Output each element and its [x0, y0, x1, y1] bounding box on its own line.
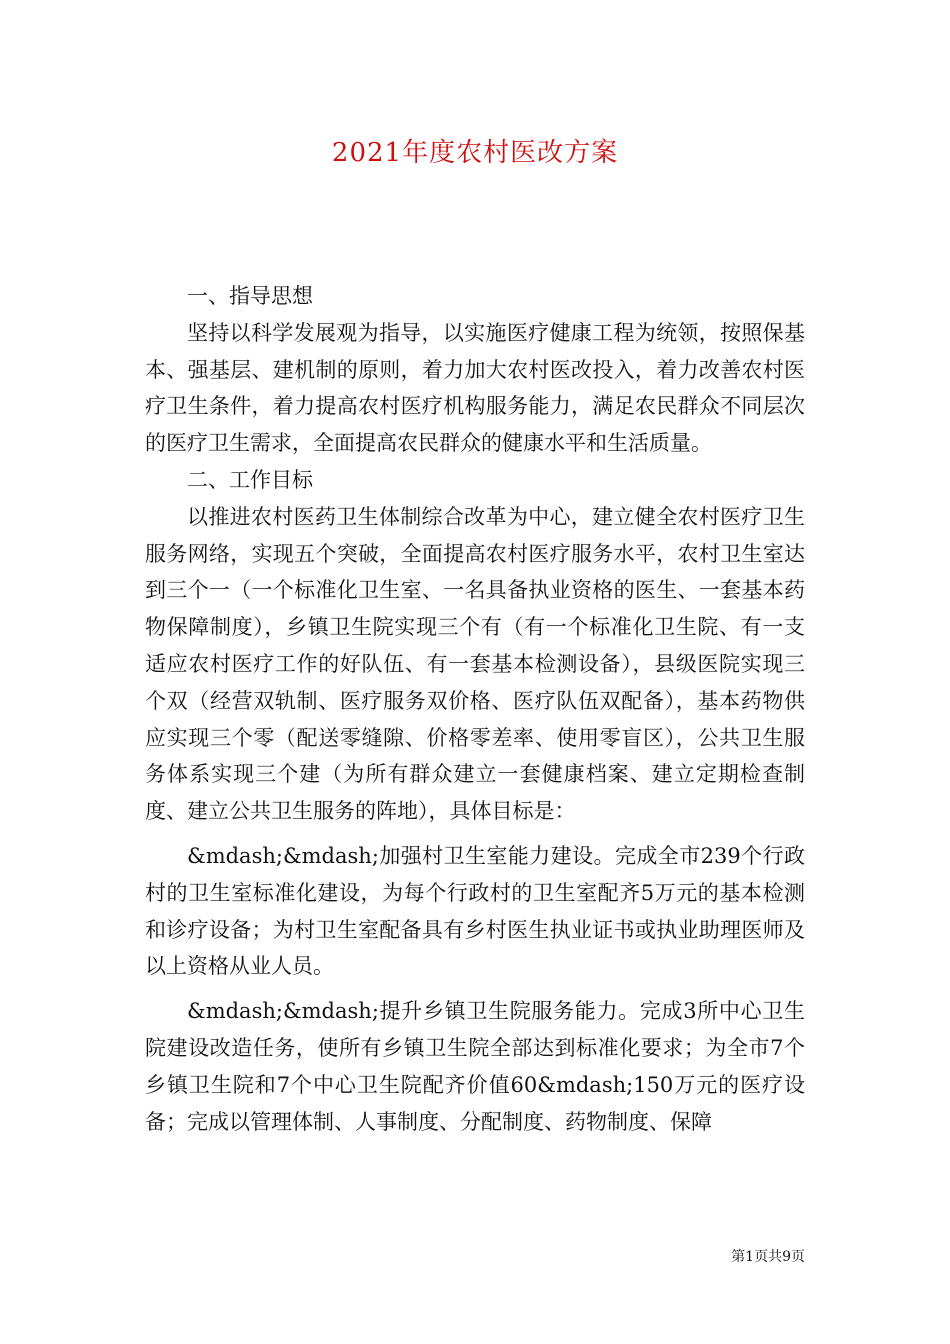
section-heading: 二、工作目标 — [187, 467, 313, 492]
section-paragraph: 坚持以科学发展观为指导，以实施医疗健康工程为统领，按照保基本、强基层、建机制的原则，着力加大农村医改投入，着力改善农村医疗卫生条件，着力提高农村医疗机构服务能力，满足农民群众不同层次的医疗卫生需求，全面提高农民群众的健康水平和生活质量。 — [145, 320, 805, 456]
section-paragraph: 以推进农村医药卫生体制综合改革为中心，建立健全农村医疗卫生服务网络，实现五个突破，全面提高农村医疗服务水平，农村卫生室达到三个一（一个标准化卫生室、一名具备执业资格的医生、一套基本药物保障制度），乡镇卫生院实现三个有（有一个标准化卫生院、有一支适应农村医疗工作的好队伍、有一套基本检测设备），县级医院实现三个双（经营双轨制、医疗服务双价格、医疗队伍双配备），基本药物供应实现三个零（配送零缝隙、价格零差率、使用零盲区），公共卫生服务体系实现三个建（为所有群众建立一套健康档案、建立定期检查制度、建立公共卫生服务的阵地），具体目标是： — [145, 504, 805, 824]
document-title: 2021年度农村医改方案 — [331, 138, 619, 168]
target-item: &mdash;&mdash;加强村卫生室能力建设。完成全市239个行政村的卫生室标准化建设，为每个行政村的卫生室配齐5万元的基本检测和诊疗设备；为村卫生室配备具有乡村医生执业证书或执业助理医师及以上资格从业人员。 — [145, 843, 805, 979]
target-item: &mdash;&mdash;提升乡镇卫生院服务能力。完成3所中心卫生院建设改造任务，使所有乡镇卫生院全部达到标准化要求；为全市7个乡镇卫生院和7个中心卫生院配齐价值60&mdash;150万元的医疗设备；完成以管理体制、人事制度、分配制度、药物制度、保障 — [145, 999, 805, 1134]
page-number: 第1页共9页 — [731, 1249, 805, 1265]
section-heading: 一、指导思想 — [187, 284, 313, 308]
document-body — [145, 278, 805, 1140]
